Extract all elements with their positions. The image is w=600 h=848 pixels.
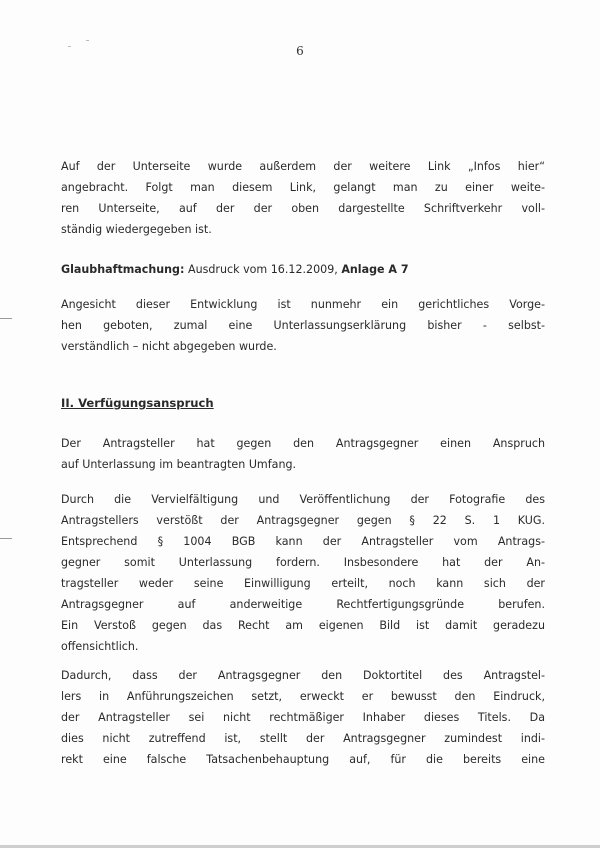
text-line: ren Unterseite, auf der der oben dargestellte Schriftverkehr voll-: [61, 202, 545, 215]
glaubhaftmachung-label: Glaubhaftmachung:: [61, 263, 185, 276]
text-line: Angesicht dieser Entwicklung ist nunmehr ein gerichtliches Vorge-: [61, 298, 545, 311]
text-line: dies nicht zutreffend ist, stellt der Antragsgegner zumindest indi-: [61, 732, 545, 745]
text-line: hen geboten, zumal eine Unterlassungserklärung bisher - selbst-: [61, 319, 545, 332]
text-line: Dadurch, dass der Antragsgegner den Doktortitel des Antragstel-: [61, 669, 545, 682]
section-heading: II. Verfügungsanspruch: [61, 396, 214, 410]
text-line: angebracht. Folgt man diesem Link, gelangt man zu einer weite-: [61, 181, 545, 194]
punch-hole-mark: [0, 318, 12, 319]
text-line: Auf der Unterseite wurde außerdem der weitere Link „Infos hier“: [61, 160, 545, 173]
text-line: Entsprechend § 1004 BGB kann der Antragsteller vom Antrags-: [61, 535, 545, 548]
text-line: rekt eine falsche Tatsachenbehauptung auf, für die bereits eine: [61, 753, 545, 766]
text-line: ständig wiedergegeben ist.: [61, 223, 212, 236]
text-line: der Antragsteller sei nicht rechtmäßiger Inhaber dieses Titels. Da: [61, 711, 545, 724]
text-line: Durch die Vervielfältigung und Veröffentlichung der Fotografie des: [61, 493, 545, 506]
scan-speck: [86, 40, 89, 41]
text-line: Antragstellers verstößt der Antragsgegner gegen § 22 S. 1 KUG.: [61, 514, 545, 527]
paragraph-claim: [61, 433, 545, 475]
paragraph-link-info: [61, 156, 545, 240]
anlage-reference: Anlage A 7: [341, 263, 409, 276]
text-line: verständlich – nicht abgegeben wurde.: [61, 340, 277, 353]
text-line: Ein Verstoß gegen das Recht am eigenen Bild ist damit geradezu: [61, 619, 545, 632]
text-line: offensichtlich.: [61, 640, 139, 653]
page-number: 6: [296, 44, 304, 58]
paragraph-kug-violation: [61, 489, 545, 657]
paragraph-doctor-title: [61, 665, 545, 770]
text-line: lers in Anführungszeichen setzt, erweckt er bewusst den Eindruck,: [61, 690, 545, 703]
text-line: tragsteller weder seine Einwilligung erteilt, noch kann sich der: [61, 577, 545, 590]
punch-hole-mark: [0, 538, 12, 539]
paragraph-court-action: [61, 294, 545, 357]
text-line: gegner somit Unterlassung fordern. Insbesondere hat der An-: [61, 556, 545, 569]
text-line: Der Antragsteller hat gegen den Antragsgegner einen Anspruch: [61, 437, 545, 450]
text-line: Antragsgegner auf anderweitige Rechtfertigungsgründe berufen.: [61, 598, 545, 611]
glaubhaftmachung-text: Ausdruck vom 16.12.2009,: [184, 263, 342, 276]
text-line: auf Unterlassung im beantragten Umfang.: [61, 458, 297, 471]
glaubhaftmachung-line: [61, 259, 545, 280]
